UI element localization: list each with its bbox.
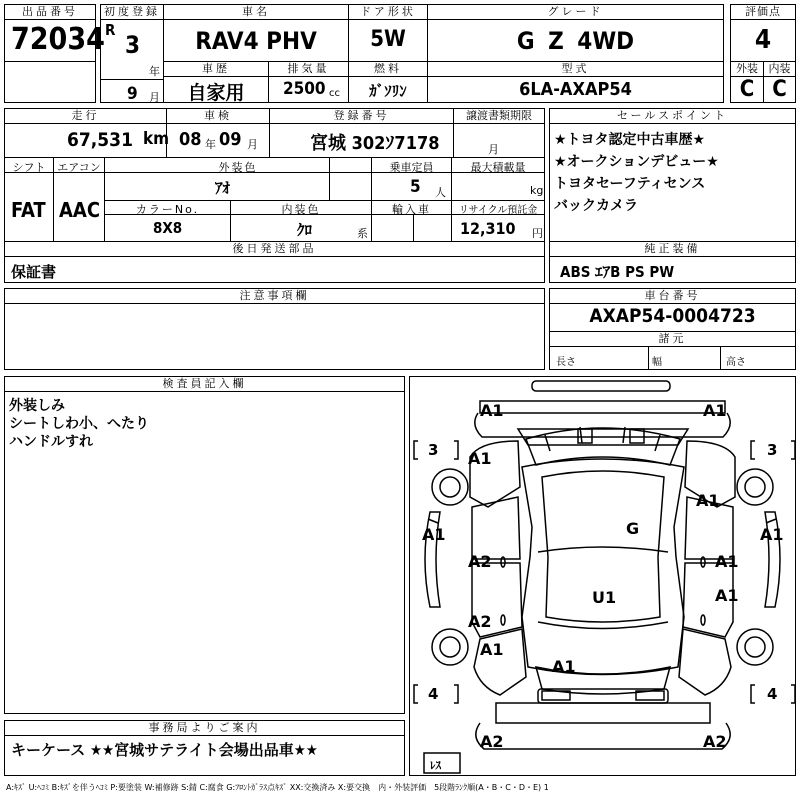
interior-color-unit: 系 <box>357 227 368 240</box>
damage-mark: A2 <box>468 552 492 571</box>
capacity-label: 乗車定員 <box>389 161 434 174</box>
grade-box <box>427 4 724 62</box>
damage-mark: A1 <box>715 552 739 571</box>
era: R <box>105 21 116 39</box>
damage-mark: A1 <box>468 449 492 468</box>
interior-grade: C <box>772 77 787 102</box>
exterior-grade-box <box>730 61 764 103</box>
registration-year: 3 <box>125 31 141 59</box>
inspector-note-1: 外装しみ <box>9 398 65 414</box>
registration-number: 宮城 302ｿ7178 <box>310 133 440 154</box>
tire-label-front-left: 3 <box>428 441 439 459</box>
genuine-equipment: ABS ｴｱB PS PW <box>560 263 675 281</box>
recycle-label: リサイクル預託金 <box>458 205 538 216</box>
exterior-color-label: 外装色 <box>218 161 258 174</box>
first-registration-label: 初度登録 <box>101 5 163 20</box>
inspector-note-3: ハンドルすれ <box>9 434 93 450</box>
grade: G Z 4WD <box>516 27 635 55</box>
later-parts: 保証書 <box>11 263 57 281</box>
lot-number-box <box>4 4 105 62</box>
width-label: 幅 <box>652 357 662 368</box>
model-box <box>427 61 724 103</box>
damage-mark: A1 <box>552 657 576 676</box>
interior-grade-box <box>763 61 796 103</box>
fuel-box <box>348 61 428 103</box>
damage-mark: U1 <box>592 588 617 607</box>
registration-month: 9 <box>127 84 138 104</box>
damage-diagram <box>409 376 796 776</box>
chassis-box <box>549 288 796 370</box>
history-label: 車歴 <box>164 62 268 77</box>
score-label: 評価点 <box>731 5 795 20</box>
color-number-label: カラーNo. <box>135 203 200 216</box>
capacity-unit: 人 <box>435 186 446 199</box>
interior-color-label: 内装色 <box>281 203 321 216</box>
inspection-year: 08 <box>179 129 202 150</box>
exterior-color: ｱｵ <box>215 179 231 197</box>
height-label: 高さ <box>726 357 746 368</box>
door-label: ドア形状 <box>349 5 427 20</box>
tire-label-rear-left: 4 <box>428 685 439 703</box>
legend: A:ｷｽﾞ U:ﾍｺﾐ B:ｷｽﾞを伴うﾍｺﾐ P:要塗装 W:補修跡 S:錆 C:腐食 G:ﾌﾛﾝﾄｶﾞﾗｽ点ｷｽﾞ XX:交換済み X:要交換 内・外装評価 5段階ﾗﾝｸ順(A・B・C・D・E) 1 <box>6 783 549 792</box>
displacement-box <box>268 61 349 103</box>
sales-point-label: セールスポイント <box>550 109 795 124</box>
shift-label: シフト <box>12 161 46 174</box>
score-box <box>730 4 796 62</box>
damage-mark: A1 <box>703 401 727 420</box>
sales-point-2: ★オークションデビュー★ <box>554 154 719 170</box>
inspector-box <box>4 376 405 714</box>
car-name-box <box>163 4 349 62</box>
inspection-month: 09 <box>219 129 242 150</box>
damage-mark: A2 <box>703 732 727 751</box>
car-name: RAV4 PHV <box>195 27 317 55</box>
mileage-label: 走行 <box>5 109 166 124</box>
vehicle-history: 自家用 <box>187 82 245 104</box>
color-number: 8X8 <box>153 219 183 237</box>
registration-number-box <box>269 108 454 158</box>
door-type: 5W <box>370 27 406 52</box>
recycle-unit: 円 <box>532 227 543 240</box>
displacement: 2500 <box>283 79 326 99</box>
score: 4 <box>754 25 772 55</box>
sales-point-3: トヨタセーフティセンス <box>554 176 706 192</box>
inspector-note-2: シートしわ小、へたり <box>9 416 149 432</box>
sales-point-1: ★トヨタ認定中古車歴★ <box>554 132 706 148</box>
aircon-type: AAC <box>59 198 101 222</box>
damage-mark: A2 <box>480 732 504 751</box>
interior-color: ｸﾛ <box>297 221 313 239</box>
later-parts-label: 後日発送部品 <box>5 242 544 257</box>
transfer-deadline-box <box>453 108 545 158</box>
genuine-equipment-box <box>549 241 796 283</box>
specs-label: 諸元 <box>550 332 795 347</box>
inspector-label: 検査員記入欄 <box>5 377 404 392</box>
model-code: 6LA-AXAP54 <box>519 79 632 100</box>
sales-point-4: バックカメラ <box>554 198 638 214</box>
damage-mark: A1 <box>760 525 784 544</box>
later-parts-box <box>4 241 545 283</box>
interior-label: 内装 <box>764 62 795 77</box>
mileage-box <box>4 108 170 158</box>
history-box <box>163 61 269 103</box>
spec-grid <box>4 157 545 242</box>
first-registration-box <box>100 4 164 103</box>
shift-type: FAT <box>11 198 46 222</box>
car-outline-diagram <box>410 377 795 775</box>
max-load-label: 最大積載量 <box>470 161 526 174</box>
capacity: 5 <box>410 177 421 197</box>
spare-tire-label: ﾚｽ <box>430 759 441 772</box>
inspection-label: 車検 <box>167 109 269 124</box>
damage-mark: A1 <box>422 525 446 544</box>
displacement-unit: cc <box>329 88 340 99</box>
damage-mark: A1 <box>480 401 504 420</box>
tire-label-rear-right: 4 <box>767 685 778 703</box>
damage-mark: A2 <box>468 612 492 631</box>
aircon-label: エアコン <box>57 161 101 174</box>
notes-box <box>4 288 545 370</box>
office-label: 事務局よりご案内 <box>5 721 404 736</box>
model-label: 型式 <box>428 62 723 77</box>
office-box <box>4 720 405 776</box>
recycle-fee: 12,310 <box>460 219 516 238</box>
exterior-grade: C <box>739 77 755 102</box>
month-unit: 月 <box>149 91 160 104</box>
length-label: 長さ <box>556 357 576 368</box>
damage-mark: G <box>626 519 640 538</box>
chassis-number: AXAP54-0004723 <box>589 305 756 327</box>
notes-label: 注意事項欄 <box>5 289 544 304</box>
exterior-label: 外装 <box>731 62 763 77</box>
sales-point-box <box>549 108 796 242</box>
genuine-equipment-label: 純正装備 <box>550 242 795 257</box>
car-name-label: 車名 <box>164 5 348 20</box>
damage-mark: A1 <box>480 640 504 659</box>
fuel-label: 燃料 <box>349 62 427 77</box>
import-label: 輸入車 <box>392 203 431 216</box>
lot-blank-box <box>4 61 96 103</box>
max-load-unit: kg <box>530 184 544 197</box>
damage-mark: A1 <box>715 586 739 605</box>
inspection-month-unit: 月 <box>247 138 258 151</box>
mileage: 67,531 <box>67 129 133 151</box>
chassis-label: 車台番号 <box>550 289 795 304</box>
year-unit: 年 <box>149 65 160 78</box>
registration-number-label: 登録番号 <box>270 109 453 124</box>
inspection-box <box>166 108 270 158</box>
office-note: キーケース ★★宮城サテライト会場出品車★★ <box>11 741 318 759</box>
grade-label: グレード <box>428 5 723 20</box>
fuel: ｶﾞｿﾘﾝ <box>369 82 407 100</box>
displacement-label: 排気量 <box>269 62 348 77</box>
tire-label-front-right: 3 <box>767 441 778 459</box>
lot-number-label: 出品番号 <box>5 5 95 20</box>
door-box <box>348 4 428 62</box>
transfer-month-unit: 月 <box>488 143 499 156</box>
mileage-unit: km <box>143 129 170 149</box>
inspection-year-unit: 年 <box>205 138 216 151</box>
transfer-deadline-label: 譲渡書類期限 <box>454 109 544 124</box>
damage-mark: A1 <box>696 491 720 510</box>
lot-number: 72034 <box>11 22 105 57</box>
